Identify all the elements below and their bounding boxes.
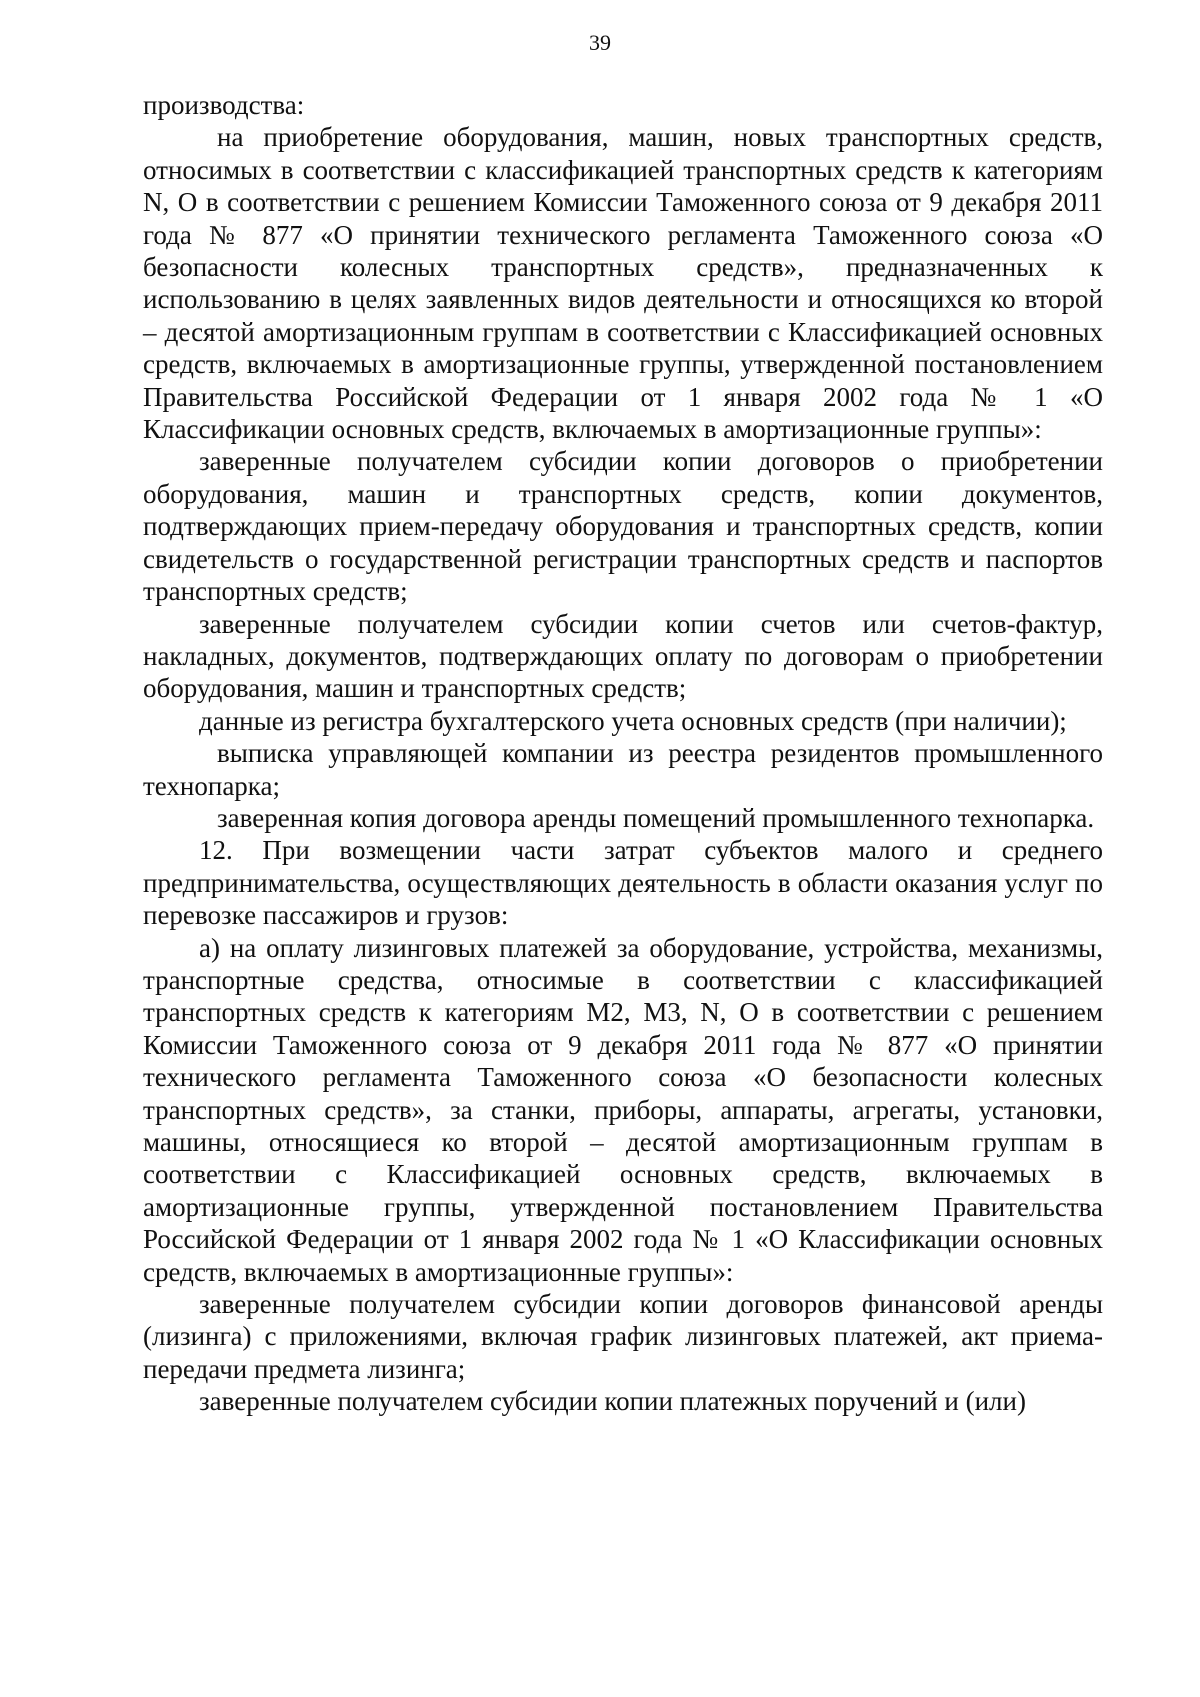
paragraph-contract-copies: заверенные получателем субсидии копии договоров о приобретении оборудования, машин и транспортных средств, копии документов, подтверждающих прием-передачу оборудования и транспортных средств, копии свидетельств о государственной регистрации транспортных средств и паспортов транспортных средств;: [143, 446, 1103, 607]
paragraph-invoice-copies: заверенные получателем субсидии копии счетов или счетов-фактур, накладных, документов, подтверждающих оплату по договорам о приобретении оборудования, машин и транспортных средств;: [143, 608, 1103, 704]
paragraph-item-a: а) на оплату лизинговых платежей за оборудование, устройства, механизмы, транспортные средства, относимые в соответствии с классификацией транспортных средств к категориям M2, M3, N, O в соответствии с решением Комиссии Таможенного союза от 9 декабря 2011 года № 877 «О принятии технического регламента Таможенного союза «О безопасности колесных транспортных средств», за станки, приборы, аппараты, агрегаты, установки, машины, относящиеся ко второй – десятой амортизационным группам в соответствии с Классификацией основных средств, включаемых в амортизационные группы, утвержденной постановлением Правительства Российской Федерации от 1 января 2002 года № 1 «О Классификации основных средств, включаемых в амортизационные группы»:: [143, 932, 1103, 1287]
paragraph-accounting-data: данные из регистра бухгалтерского учета основных средств (при наличии);: [199, 705, 1067, 736]
document-body: [143, 89, 1103, 1418]
paragraph-equipment-purchase: на приобретение оборудования, машин, новых транспортных средств, относимых в соответствии с классификацией транспортных средств к категориям N, О в соответствии с решением Комиссии Таможенного союза от 9 декабря 2011 года № 877 «О принятии технического регламента Таможенного союза «О безопасности колесных транспортных средств», предназначенных к использованию в целях заявленных видов деятельности и относящихся ко второй – десятой амортизационным группам в соответствии с Классификацией основных средств, включаемых в амортизационные группы, утвержденной постановлением Правительства Российской Федерации от 1 января 2002 года № 1 «О Классификации основных средств, включаемых в амортизационные группы»:: [143, 122, 1103, 445]
paragraph-payment-orders: заверенные получателем субсидии копии платежных поручений и (или): [199, 1386, 1026, 1417]
paragraph-section-12: 12. При возмещении части затрат субъектов малого и среднего предпринимательства, осуществляющих деятельность в области оказания услуг по перевозке пассажиров и грузов:: [143, 835, 1103, 931]
page-number: 39: [589, 30, 611, 55]
paragraph-lease-agreement: заверенная копия договора аренды помещений промышленного технопарка.: [217, 802, 1095, 833]
paragraph-continuation: производства:: [143, 90, 305, 120]
paragraph-leasing-contracts: заверенные получателем субсидии копии договоров финансовой аренды (лизинга) с приложениями, включая график лизинговых платежей, акт приема-передачи предмета лизинга;: [143, 1289, 1103, 1384]
paragraph-resident-registry: выписка управляющей компании из реестра резидентов промышленного технопарка;: [143, 738, 1103, 801]
